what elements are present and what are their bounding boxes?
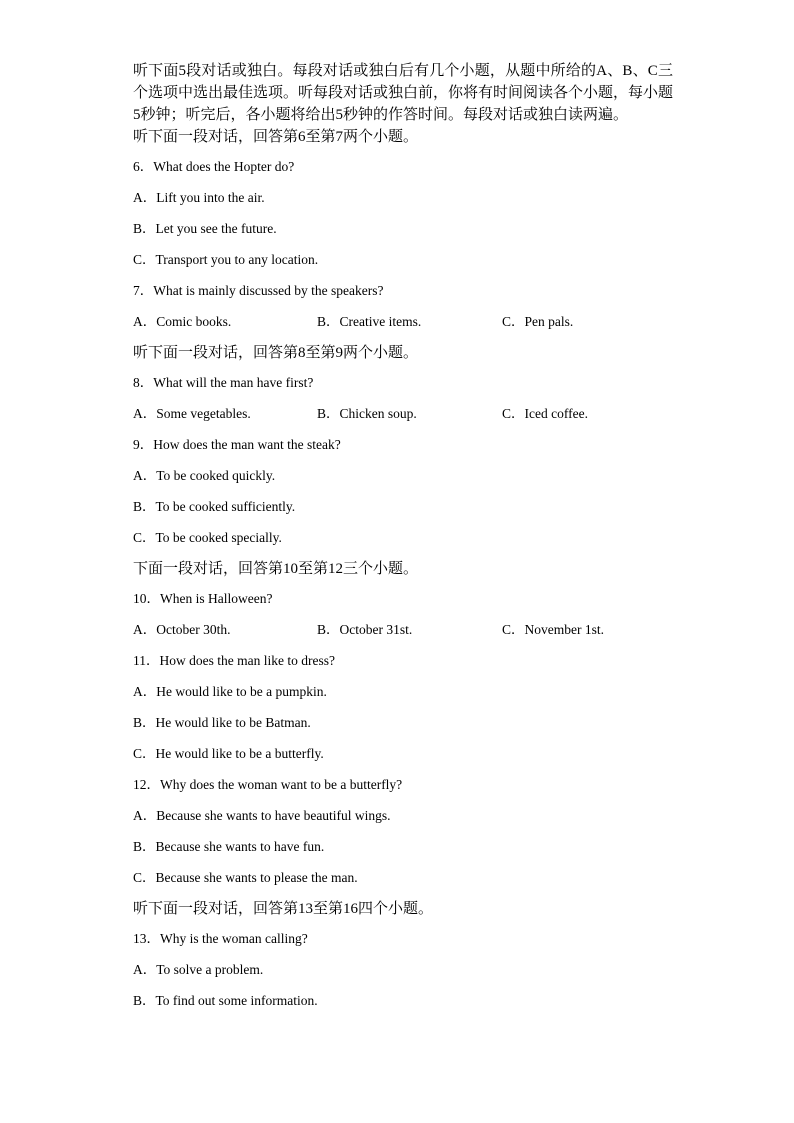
question-11-option-a: A．He would like to be a pumpkin.: [133, 684, 327, 699]
listening-instructions: 听下面5段对话或独白。每段对话或独白后有几个小题，从题中所给的A、B、C三个选项中选出最佳选项。听每段对话或独白前，你将有时间阅读各个小题，每小题5秒钟；听完后，各小题将给出5秒钟的作答时间。每段对话或独白读两遍。: [133, 63, 674, 123]
question-6: 6．What does the Hopter do?: [133, 159, 295, 174]
question-7-option-c: C．Pen pals.: [502, 314, 574, 329]
question-7-options: [133, 311, 673, 333]
question-8-option-a: A．Some vegetables.: [133, 406, 251, 421]
section-heading-q10-12: 下面一段对话，回答第10至第12三个小题。: [133, 561, 419, 577]
question-7-option-b: B．Creative items.: [317, 314, 422, 329]
question-10: 10．When is Halloween?: [133, 591, 273, 606]
question-9-option-b: B．To be cooked sufficiently.: [133, 499, 296, 514]
question-12: 12．Why does the woman want to be a butterfly?: [133, 777, 403, 792]
question-9-option-c: C．To be cooked specially.: [133, 530, 282, 545]
question-8-option-c: C．Iced coffee.: [502, 406, 588, 421]
question-9: 9．How does the man want the steak?: [133, 437, 341, 452]
question-6-option-b: B．Let you see the future.: [133, 221, 277, 236]
question-8: 8．What will the man have first?: [133, 375, 314, 390]
question-10-option-a: A．October 30th.: [133, 622, 231, 637]
question-12-option-c: C．Because she wants to please the man.: [133, 870, 358, 885]
question-11: 11．How does the man like to dress?: [133, 653, 335, 668]
question-6-option-a: A．Lift you into the air.: [133, 190, 265, 205]
question-6-option-c: C．Transport you to any location.: [133, 252, 319, 267]
question-10-option-c: C．November 1st.: [502, 622, 604, 637]
section-heading-q8-9: 听下面一段对话，回答第8至第9两个小题。: [133, 345, 419, 361]
section-heading-q6-7: 听下面一段对话，回答第6至第7两个小题。: [133, 129, 419, 145]
question-12-option-a: A．Because she wants to have beautiful wings.: [133, 808, 391, 823]
question-12-option-b: B．Because she wants to have fun.: [133, 839, 325, 854]
question-8-option-b: B．Chicken soup.: [317, 406, 417, 421]
question-13-option-a: A．To solve a problem.: [133, 962, 264, 977]
question-8-options: [133, 403, 673, 425]
question-10-option-b: B．October 31st.: [317, 622, 413, 637]
question-7-option-a: A．Comic books.: [133, 314, 232, 329]
question-9-option-a: A．To be cooked quickly.: [133, 468, 276, 483]
exam-page: [133, 60, 673, 1021]
section-heading-q13-16: 听下面一段对话，回答第13至第16四个小题。: [133, 901, 434, 917]
question-11-option-c: C．He would like to be a butterfly.: [133, 746, 324, 761]
question-7: 7．What is mainly discussed by the speakers?: [133, 283, 384, 298]
question-11-option-b: B．He would like to be Batman.: [133, 715, 311, 730]
question-13: 13．Why is the woman calling?: [133, 931, 308, 946]
question-10-options: [133, 619, 673, 641]
question-13-option-b: B．To find out some information.: [133, 993, 318, 1008]
